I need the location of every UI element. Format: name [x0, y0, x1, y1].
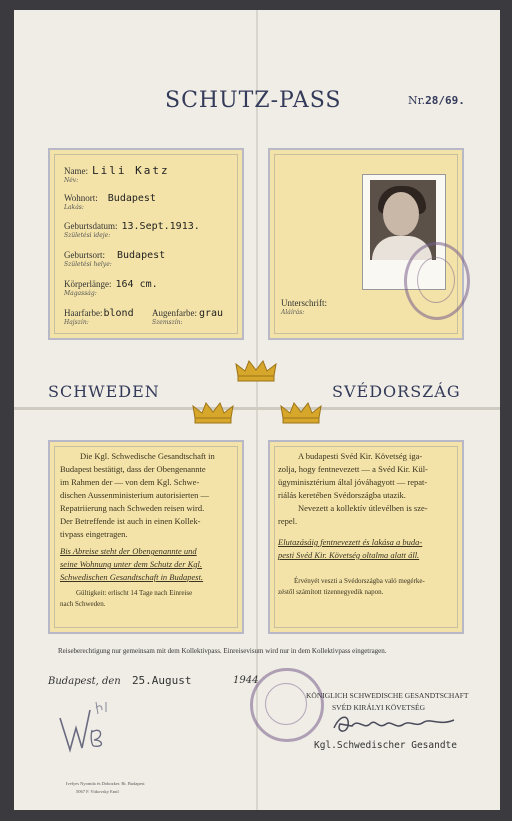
legation-german: KÖNIGLICH SCHWEDISCHE GESANDTSCHAFT: [306, 691, 469, 700]
signature-field: Unterschrift: Aláírás:: [281, 298, 327, 316]
envoy-title: Kgl.Schwedischer Gesandte: [314, 740, 457, 751]
residence-field: Wohnort: Budapest Lakás:: [64, 193, 156, 211]
eye-field: Augenfarbe: grau Szemszín:: [152, 308, 224, 326]
document-title: SCHUTZ-PASS: [165, 88, 342, 113]
german-text: Die Kgl. Schwedische Gesandtschaft in Budapest bestätigt, dass der Obengenannte im Rahmen der — von dem Kgl. Schwe- dischen Aussenministerium autorisierten — Repatriierung nach Schweden reisen wird. Der Betreffende ist auch in einen Kollek- tivpass eingetragen. Bis Abreise steht der Obengenannte und seine Wohnung unter dem Schutz der Kgl. Schwedischen Gesandtschaft in Budapest. Gültigkeit: erlischt 14 Tage nach Einreise nach Schweden.: [60, 451, 215, 608]
handwritten-initials: [56, 696, 118, 758]
printer-line-1: Ivelyes Nyomda és Dobozker. Rt. Budapest: [66, 781, 145, 786]
birthdate-field: Geburtsdatum: 13.Sept.1913. Születési ideje:: [64, 221, 200, 239]
height-field: Körperlänge: 164 cm. Magasság:: [64, 279, 158, 297]
horizontal-fold: [14, 407, 500, 410]
hair-field: Haarfarbe:blond Hajszín:: [64, 308, 134, 326]
country-german: SCHWEDEN: [48, 382, 160, 401]
legation-seal-stamp: [250, 668, 324, 742]
hungarian-text: A budapesti Svéd Kir. Követség iga- zolja, hogy fentnevezett — a Svéd Kir. Kül- ügyminisztérium által jóváhagyott — repat- riálás keretében Svédországba utazik. Nevezett a kollektív útlevélben is sze- repel. Elutazásáig fentnevezett és lakása a buda- pesti Svéd Kir. Követség oltalma alatt áll. Érvényét veszti a Svédországba való megérke- zéstől számított tizennegyedik napon.: [278, 451, 428, 596]
three-crowns-right-icon: [280, 400, 322, 426]
photo-seal-stamp: [404, 242, 470, 320]
printer-line-2: 5067 F. Vitkovsky Emil: [76, 789, 119, 794]
document-number: Nr.28/69.: [408, 94, 465, 107]
birthplace-field: Geburtsort: Budapest Születési helye:: [64, 250, 166, 268]
photo-face: [383, 192, 419, 236]
travel-note: Reiseberechtigung nur gemeinsam mit dem Kollektivpass. Einreisevisum wird nur in dem Kollektivpass eingetragen.: [58, 647, 387, 655]
country-hungarian: SVÉDORSZÁG: [332, 382, 461, 401]
year: 1944: [233, 675, 259, 686]
name-field: Name: Lili Katz Név:: [64, 164, 170, 184]
three-crowns-top-icon: [235, 358, 277, 384]
legation-hungarian: SVÉD KIRÁLYI KÖVETSÉG: [332, 703, 425, 712]
three-crowns-left-icon: [192, 400, 234, 426]
envoy-signature: [330, 710, 460, 738]
place-date: Budapest, den 25.August: [48, 674, 192, 687]
